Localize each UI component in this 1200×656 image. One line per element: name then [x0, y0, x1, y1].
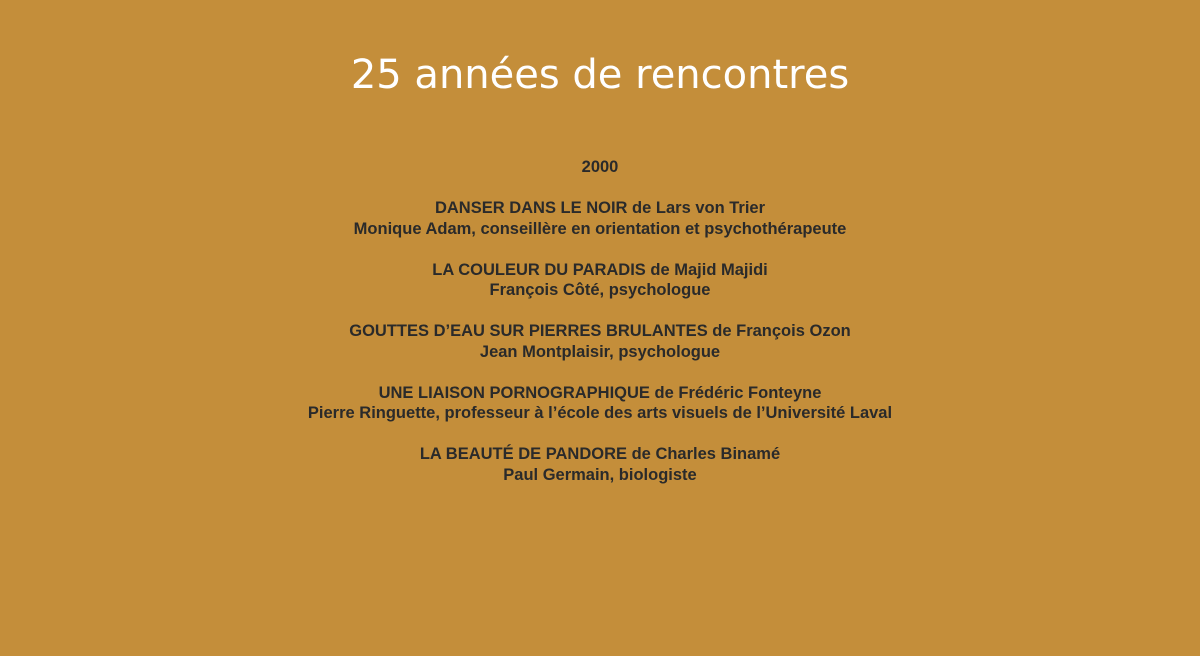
film-line — [0, 260, 1200, 281]
page-title: 25 années de rencontres — [350, 52, 850, 98]
guest-line: Monique Adam, conseillère en orientation et psychothérapeute — [353, 219, 847, 238]
film-director: de Frédéric Fonteyne — [649, 383, 822, 402]
film-director: de Lars von Trier — [627, 199, 766, 217]
film-director: de Charles Binamé — [627, 445, 781, 463]
list-item — [0, 321, 1200, 362]
film-line — [0, 383, 1200, 404]
film-title: DANSER DANS LE NOIR — [434, 199, 628, 217]
film-title: UNE LIAISON PORNOGRAPHIQUE — [378, 383, 650, 402]
guest-line: Pierre Ringuette, professeur à l’école des arts visuels de l’Université Laval — [307, 404, 893, 422]
film-title: LA BEAUTÉ DE PANDORE — [419, 445, 628, 463]
program-list — [0, 157, 1200, 506]
guest-line: Jean Montplaisir, psychologue — [479, 342, 721, 361]
film-line — [0, 444, 1200, 465]
list-item — [0, 383, 1200, 424]
guest-line: Paul Germain, biologiste — [503, 465, 697, 484]
film-line — [0, 321, 1200, 342]
film-title: GOUTTES D’EAU SUR PIERRES BRULANTES — [349, 322, 708, 340]
film-director: de Majid Majidi — [645, 260, 768, 279]
guest-line: François Côté, psychologue — [489, 281, 711, 299]
list-item — [0, 260, 1200, 301]
film-line — [0, 198, 1200, 219]
film-title: LA COULEUR DU PARADIS — [432, 260, 646, 279]
film-director: de François Ozon — [707, 322, 851, 340]
list-item — [0, 444, 1200, 485]
year-heading: 2000 — [581, 158, 619, 176]
list-item — [0, 198, 1200, 239]
